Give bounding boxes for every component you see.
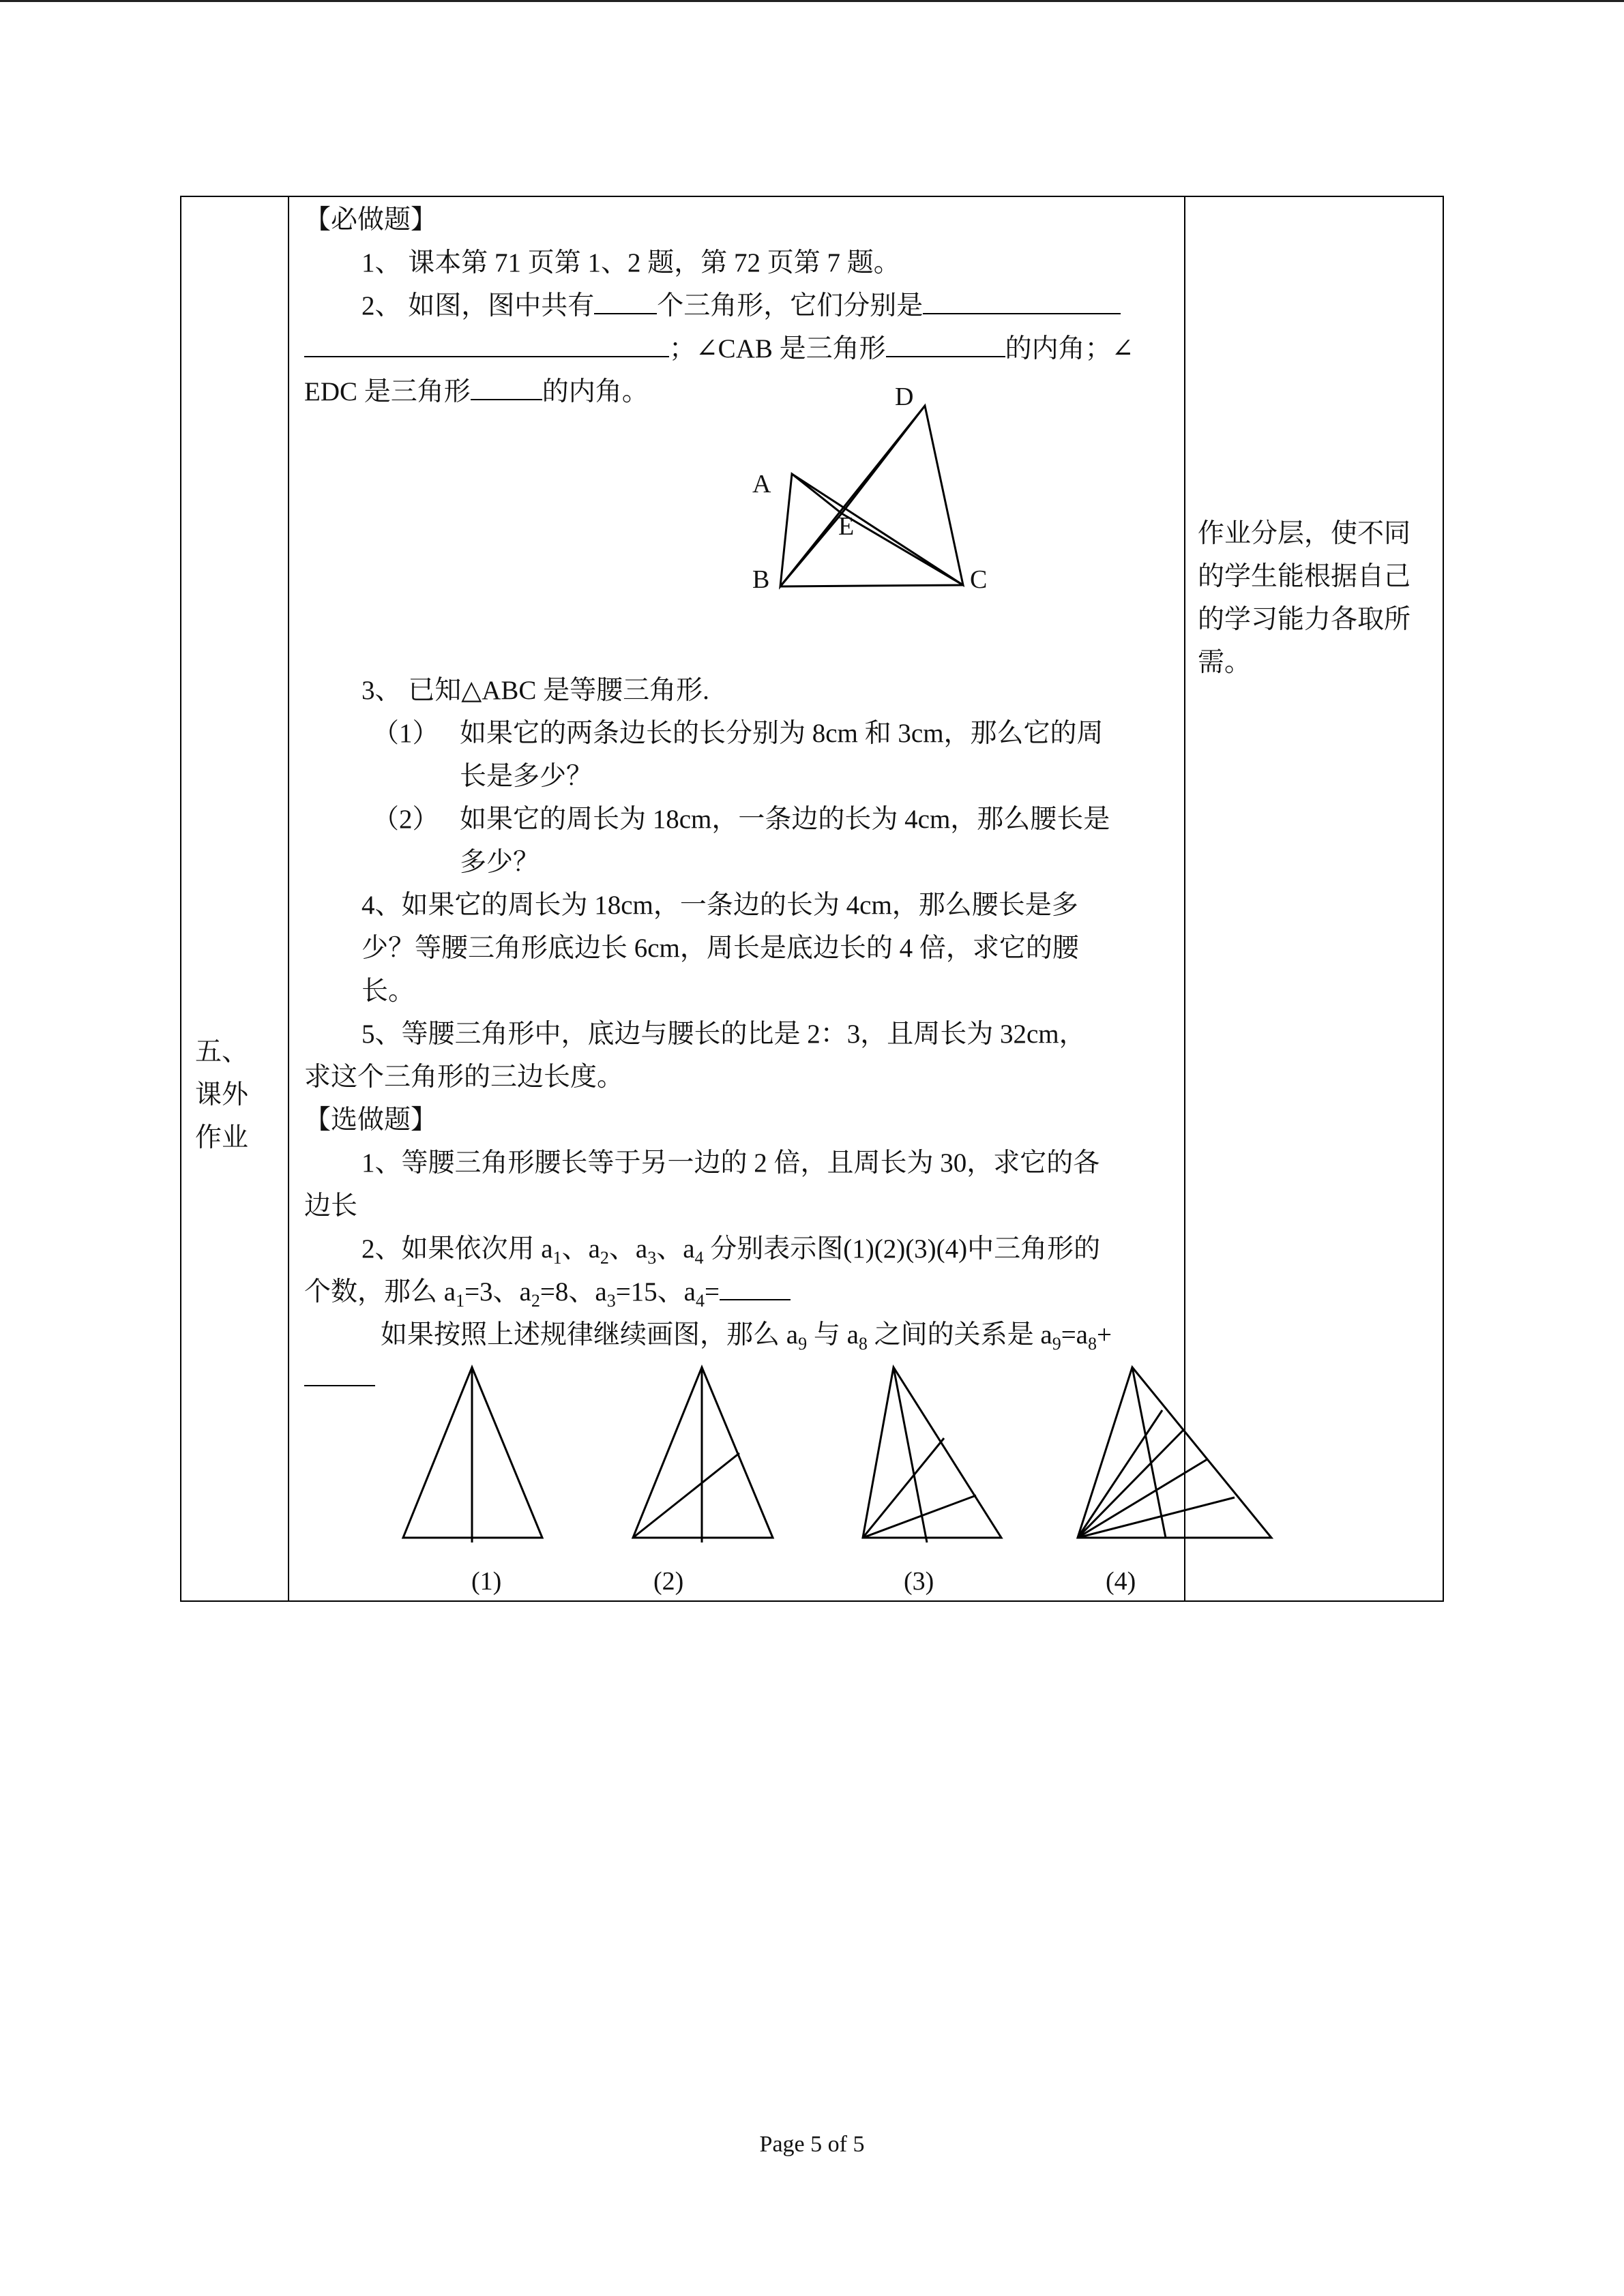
subscript: 8 <box>1088 1333 1097 1354</box>
required-q4-line3: 长。 <box>361 976 415 1006</box>
figure-label-e: E <box>838 512 855 541</box>
required-q3-1-num: （1） <box>372 719 439 748</box>
subscript: 2 <box>531 1290 540 1311</box>
subscript: 9 <box>1052 1333 1061 1354</box>
required-q3-1-line1: 如果它的两条边长的长分别为 8cm 和 3cm，那么它的周 <box>460 719 1104 748</box>
subscript: 1 <box>552 1247 562 1268</box>
row-label-line: 课外 <box>195 1080 249 1109</box>
pattern-figure-4 <box>1078 1367 1271 1538</box>
figure-label-a: A <box>752 470 771 498</box>
text: 的内角；∠ <box>1005 334 1134 363</box>
required-q3-2-num: （2） <box>372 805 439 834</box>
text: 个三角形，它们分别是 <box>657 291 924 320</box>
figure-caption-2: (2) <box>653 1567 684 1596</box>
text: 个数，那么 a <box>304 1277 456 1307</box>
figure-caption-1: (1) <box>471 1567 502 1596</box>
figure-label-c: C <box>970 565 988 594</box>
pattern-figures <box>403 1367 1271 1542</box>
text: 2、如果依次用 a <box>361 1234 553 1264</box>
text: 之间的关系是 a <box>867 1320 1052 1350</box>
text: 、a <box>561 1234 600 1264</box>
pattern-figure-2 <box>633 1367 773 1542</box>
text: EDC 是三角形 <box>304 377 471 406</box>
text: 的内角。 <box>542 377 649 406</box>
text: ；∠CAB 是三角形 <box>669 334 886 363</box>
subscript: 9 <box>798 1333 808 1354</box>
text: 、a <box>608 1234 648 1264</box>
triangle-abe <box>780 474 842 586</box>
pattern-figure-1 <box>403 1367 542 1542</box>
page-footer: Page 5 of 5 <box>759 2132 865 2157</box>
required-q4-line2: 少？等腰三角形底边长 6cm，周长是底边长的 4 倍，求它的腰 <box>361 934 1079 963</box>
segment-bc <box>780 585 963 586</box>
text: 2、 如图，图中共有 <box>361 291 595 320</box>
optional-heading: 【选做题】 <box>304 1105 438 1135</box>
subscript: 3 <box>647 1247 657 1268</box>
triangle-figure-abcde <box>780 406 963 586</box>
subscript: 8 <box>858 1333 868 1354</box>
row-label-line: 五、 <box>195 1037 249 1067</box>
required-q5-line1: 5、等腰三角形中，底边与腰长的比是 2：3，且周长为 32cm， <box>361 1019 1086 1049</box>
required-q5-line2: 求这个三角形的三边长度。 <box>304 1062 624 1092</box>
required-q4-line1: 4、如果它的周长为 18cm，一条边的长为 4cm，那么腰长是多 <box>361 891 1078 920</box>
subscript: 3 <box>606 1290 616 1311</box>
optional-q1-line2: 边长 <box>304 1191 358 1221</box>
text: =a <box>1061 1320 1088 1350</box>
figure-label-d: D <box>895 383 914 411</box>
text: 分别表示图(1)(2)(3)(4)中三角形的 <box>703 1234 1101 1264</box>
figure-caption-3: (3) <box>904 1567 934 1596</box>
teaching-note: 作业分层，使不同的学生能根据自己的学习能力各取所需。 <box>1198 519 1411 677</box>
text: = <box>705 1277 720 1307</box>
figure-caption-4: (4) <box>1106 1567 1136 1596</box>
subscript: 4 <box>696 1290 705 1311</box>
figure-label-b: B <box>752 565 770 594</box>
required-q3-1-line2: 长是多少？ <box>460 762 593 791</box>
required-heading: 【必做题】 <box>304 205 438 235</box>
pattern-figure-3 <box>863 1367 1001 1542</box>
required-q1: 1、 课本第 71 页第 1、2 题，第 72 页第 7 题。 <box>361 248 900 278</box>
row-label-line: 作业 <box>195 1123 249 1152</box>
subscript: 4 <box>694 1247 704 1268</box>
text: 、a <box>656 1234 695 1264</box>
optional-q1-line1: 1、等腰三角形腰长等于另一边的 2 倍，且周长为 30，求它的各 <box>361 1148 1100 1178</box>
subscript: 1 <box>456 1290 465 1311</box>
text: 与 a <box>807 1320 859 1350</box>
segment-bd <box>780 406 925 586</box>
segment-ac <box>792 474 963 585</box>
pattern-segment <box>633 1453 739 1538</box>
text: =3、a <box>464 1277 531 1307</box>
text: =8、a <box>540 1277 607 1307</box>
required-q3: 3、 已知△ABC 是等腰三角形. <box>361 676 709 705</box>
text: + <box>1097 1320 1112 1350</box>
text: 如果按照上述规律继续画图，那么 a <box>381 1320 799 1350</box>
required-q3-2-line1: 如果它的周长为 18cm，一条边的长为 4cm，那么腰长是 <box>460 805 1110 834</box>
text: =15、a <box>615 1277 696 1307</box>
required-q3-2-line2: 多少？ <box>460 848 540 877</box>
subscript: 2 <box>600 1247 609 1268</box>
